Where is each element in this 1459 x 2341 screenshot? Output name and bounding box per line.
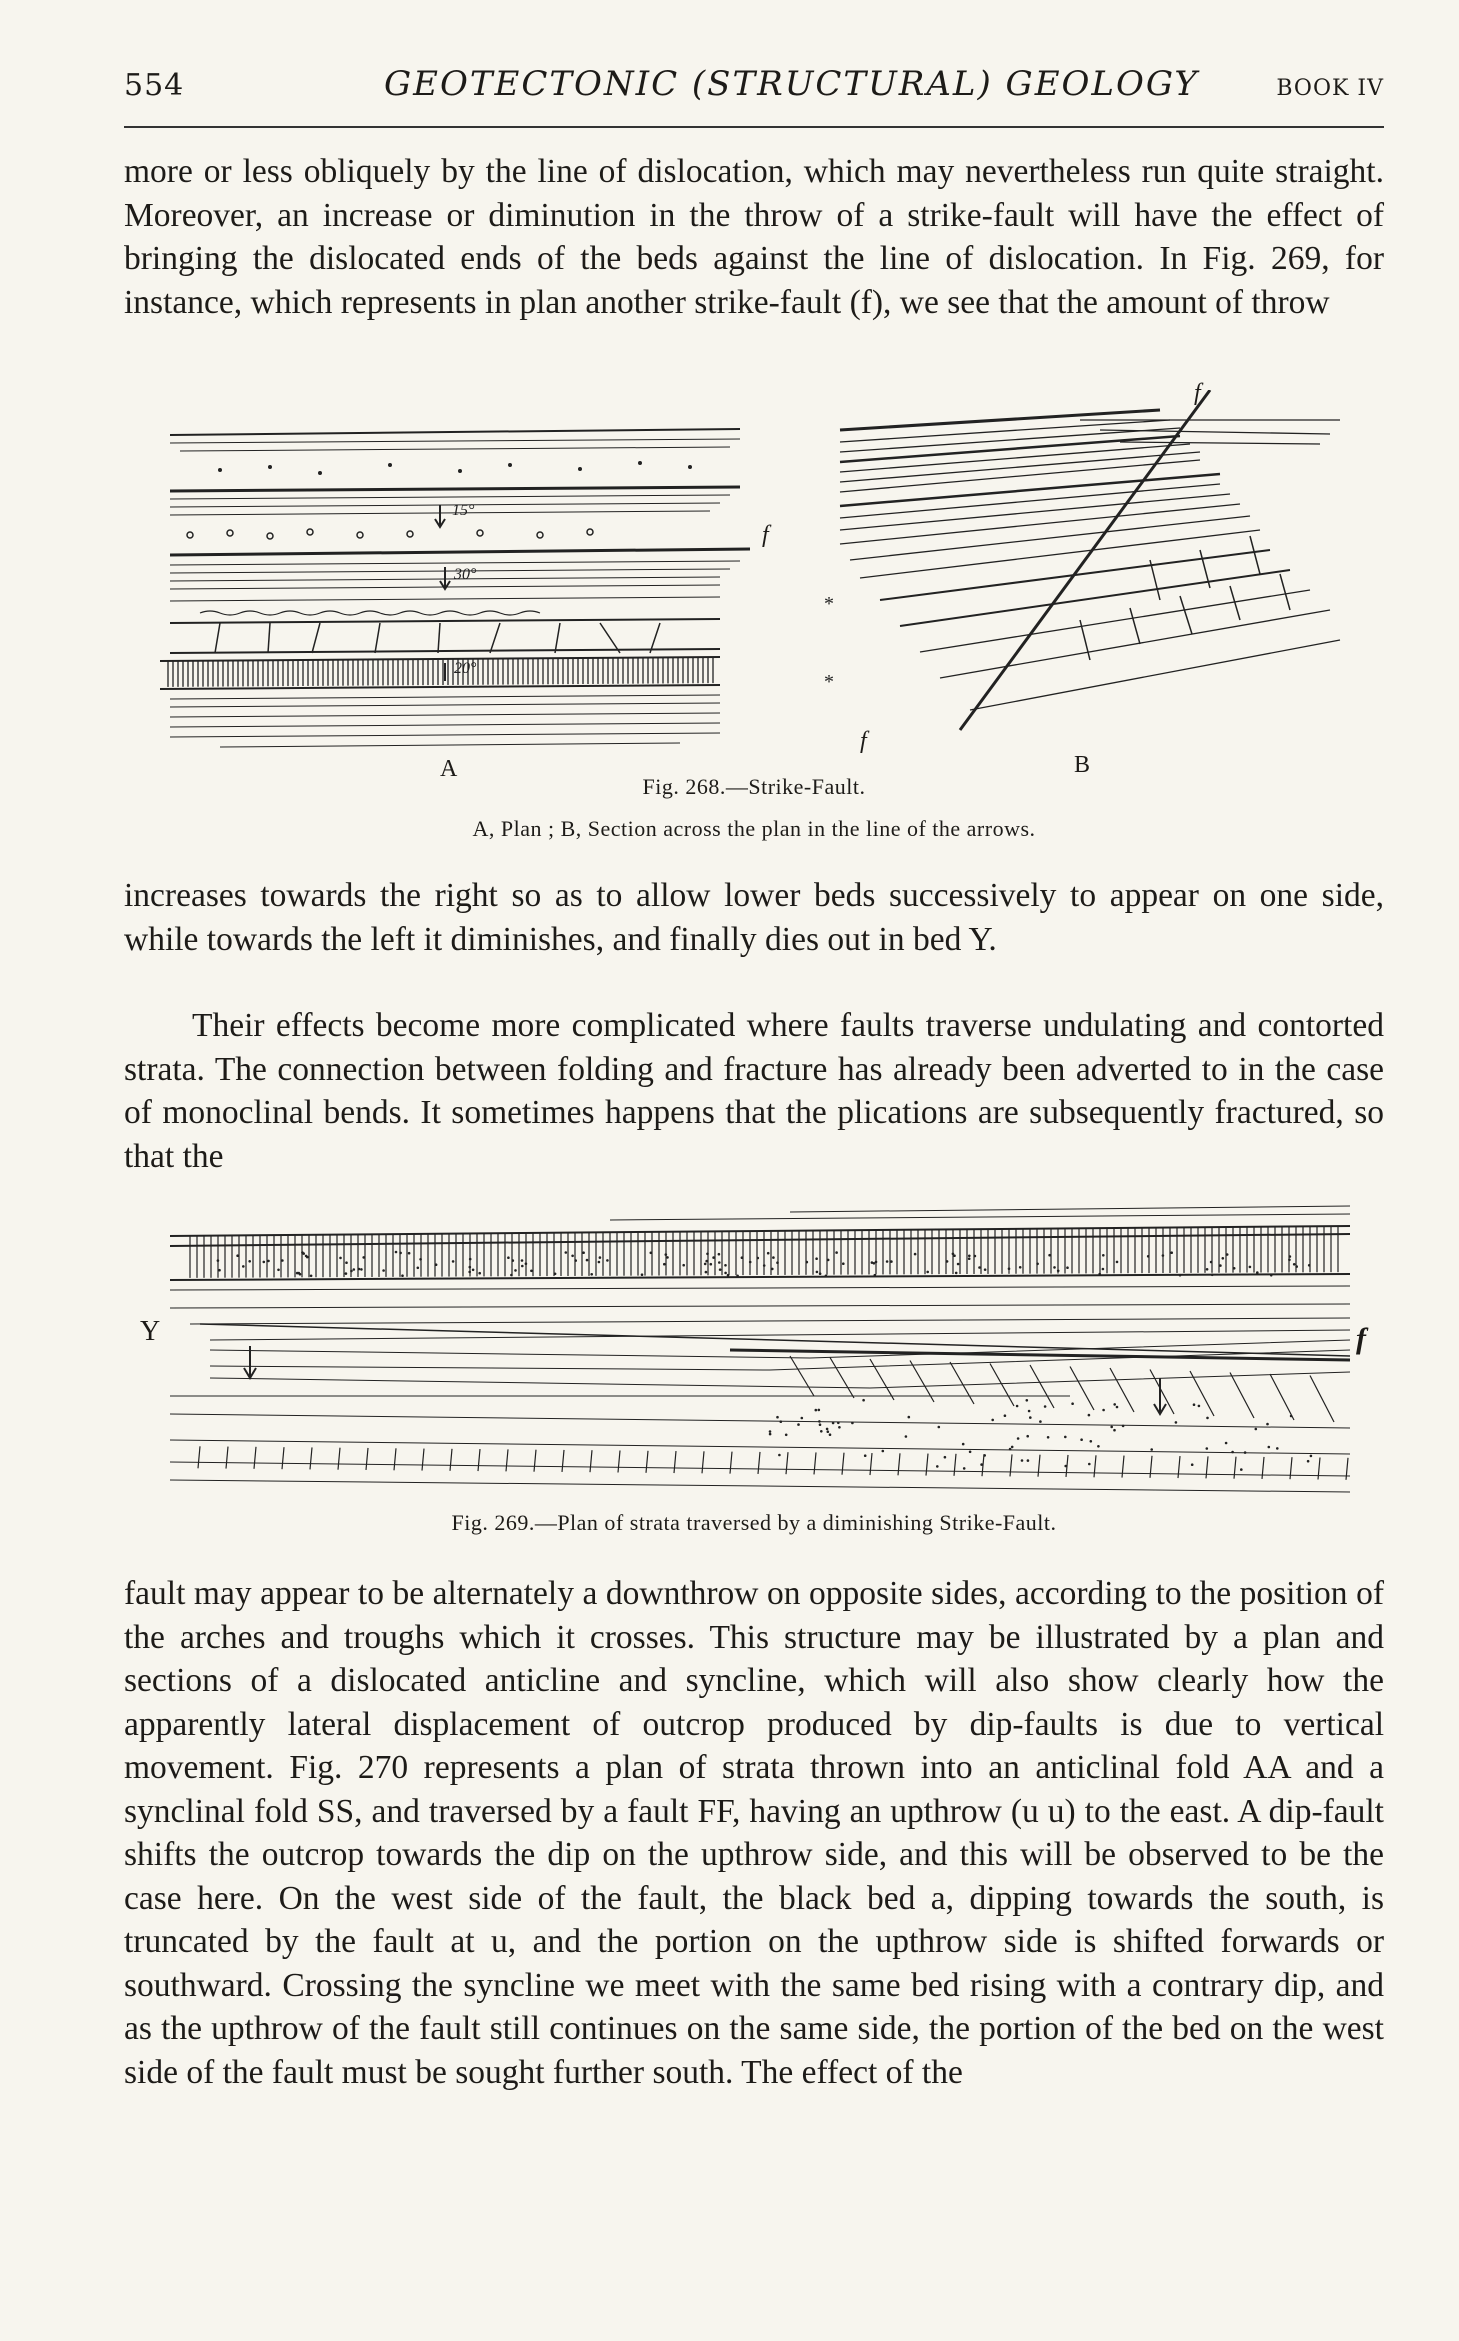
figure-268-section xyxy=(820,390,1360,740)
running-title: GEOTECTONIC (STRUCTURAL) GEOLOGY xyxy=(384,64,1199,104)
figure-268-plan xyxy=(160,395,760,755)
fig268-label-b: B xyxy=(1074,752,1091,778)
header-rule xyxy=(124,126,1384,128)
svg-text:*: * xyxy=(824,593,834,615)
fig268-caption: Fig. 268.—Strike-Fault. xyxy=(642,774,866,799)
fig268-fault-label-bottom: f xyxy=(860,728,867,754)
dip-label-20: 20° xyxy=(454,660,477,677)
fig268-fault-label-a: f xyxy=(762,522,769,548)
svg-text:*: * xyxy=(824,671,834,693)
book-label: BOOK IV xyxy=(1276,76,1384,101)
paragraph-2: increases towards the right so as to allow lower beds successively to appear on one side, while towards the left it diminishes, and finally dies out in bed Y. xyxy=(124,877,1384,958)
fig268-subcaption: A, Plan ; B, Section across the plan in the line of the arrows. xyxy=(472,816,1036,841)
paragraph-3: Their effects become more complicated where faults traverse undulating and contorted strata. The connection between folding and fracture has already been adverted to in the case of monoclinal bends. It sometimes happens that the plications are subsequently fractured, so that the xyxy=(124,1007,1384,1175)
dip-label-30: 30° xyxy=(454,566,477,583)
figure-269 xyxy=(170,1200,1370,1500)
fig269-fault-label: f xyxy=(1356,1322,1366,1355)
running-header xyxy=(124,62,1384,112)
fig268-fault-label-top: f xyxy=(1194,380,1201,406)
fig269-caption: Fig. 269.—Plan of strata traversed by a diminishing Strike-Fault. xyxy=(451,1510,1057,1535)
paragraph-1: more or less obliquely by the line of dislocation, which may nevertheless run quite straight. Moreover, an increase or diminution in the throw of a strike-fault will have the effect of bringing the dislocated ends of the beds against the line of dislocation. In Fig. 269, for instance, which represents in plan another strike-fault (f), we see that the amount of throw xyxy=(124,153,1384,321)
paragraph-4: fault may appear to be alternately a downthrow on opposite sides, according to the position of the arches and troughs which it crosses. This structure may be illustrated by a plan and sections of a dislocated anticline and syncline, which will also show clearly how the apparently lateral displacement of outcrop produced by dip-faults is due to vertical movement. Fig. 270 represents a plan of strata thrown into an anticlinal fold AA and a synclinal fold SS, and traversed by a fault FF, having an upthrow (u u) to the east. A dip-fault shifts the outcrop towards the dip on the upthrow side, and this will be observed to be the case here. On the west side of the fault, the black bed a, dipping towards the south, is truncated by the fault at u, and the portion on the upthrow side is shifted forwards or southward. Crossing the syncline we meet with the same bed rising with a contrary dip, and as the upthrow of the fault still continues on the same side, the portion of the bed on the west side of the fault must be sought further south. The effect of the xyxy=(124,1575,1384,2091)
fig268-label-a: A xyxy=(440,756,458,782)
dip-label-15: 15° xyxy=(452,502,475,519)
fig269-label-y: Y xyxy=(140,1316,161,1347)
page-number: 554 xyxy=(124,68,185,103)
